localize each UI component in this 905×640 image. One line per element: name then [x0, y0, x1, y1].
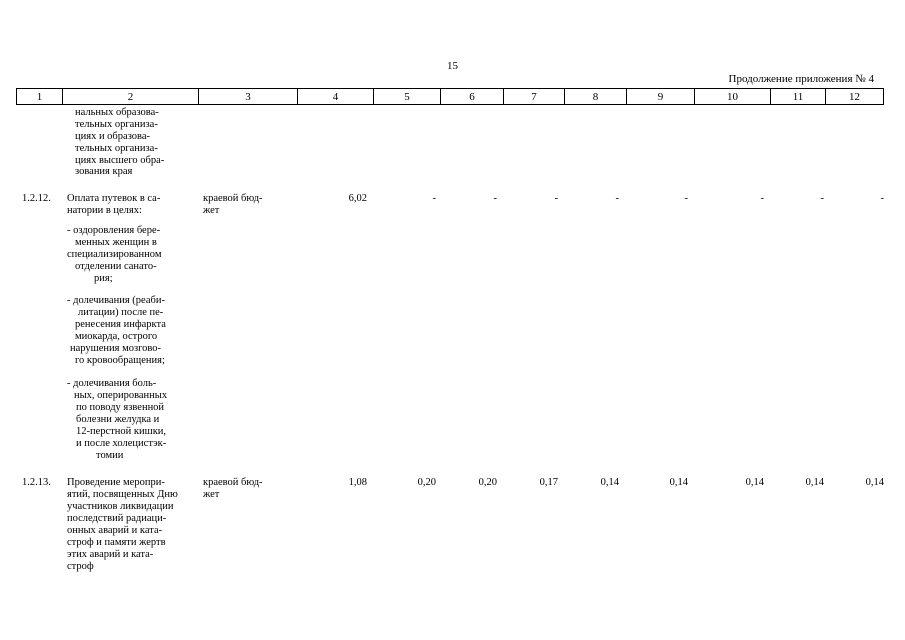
row-name-line: онных аварий и ката-: [67, 525, 163, 536]
row-name-line: Оплата путевок в са-: [67, 193, 161, 204]
value-col-9: -: [684, 193, 688, 204]
value-col-10: -: [760, 193, 764, 204]
budget-source-line: жет: [203, 489, 220, 500]
subitem-line: ренесения инфаркта: [75, 319, 166, 330]
column-header-table: [16, 88, 884, 105]
carryover-line: циях высшего обра-: [75, 155, 165, 166]
col-header-9: 9: [627, 89, 695, 105]
row-number: 1.2.13.: [22, 477, 51, 488]
value-col-8: -: [615, 193, 619, 204]
subitem-line: ных, оперированных: [74, 390, 168, 401]
carryover-line: тельных организа-: [75, 119, 158, 130]
carryover-line: циях и образова-: [75, 131, 151, 142]
subitem-line: го кровообращения;: [75, 355, 165, 366]
col-header-8: 8: [565, 89, 627, 105]
col-header-10: 10: [695, 89, 771, 105]
carryover-line: нальных образова-: [75, 107, 159, 118]
subitem-line: томии: [96, 450, 124, 461]
subitem-line: - долечивания (реаби-: [67, 295, 165, 306]
value-col-10: 0,14: [745, 477, 764, 488]
value-col-4: 6,02: [348, 193, 367, 204]
page-number: 15: [447, 60, 458, 72]
row-number: 1.2.12.: [22, 193, 51, 204]
value-col-12: -: [880, 193, 884, 204]
value-col-12: 0,14: [865, 477, 884, 488]
col-header-4: 4: [298, 89, 374, 105]
budget-source-line: краевой бюд-: [203, 477, 263, 488]
subitem-line: 12-перстной кишки,: [76, 426, 167, 437]
row-name-line: строф и памяти жертв: [67, 537, 166, 548]
value-col-5: 0,20: [417, 477, 436, 488]
subitem-line: специализированном: [67, 249, 162, 260]
row-name-line: ятий, посвященных Дню: [67, 489, 178, 500]
col-header-7: 7: [504, 89, 565, 105]
subitem-line: и после холецистэк-: [76, 438, 167, 449]
value-col-7: 0,17: [539, 477, 558, 488]
carryover-line: зования края: [75, 166, 133, 177]
continuation-label: Продолжение приложения № 4: [728, 73, 874, 85]
subitem-line: болезни желудка и: [76, 414, 160, 425]
col-header-6: 6: [441, 89, 504, 105]
col-header-11: 11: [771, 89, 826, 105]
value-col-11: 0,14: [805, 477, 824, 488]
subitem-line: - оздоровления бере-: [67, 225, 161, 236]
value-col-7: -: [554, 193, 558, 204]
column-header-row: [17, 89, 884, 105]
subitem-line: миокарда, острого: [75, 331, 158, 342]
col-header-1: 1: [17, 89, 63, 105]
subitem-line: нарушения мозгово-: [70, 343, 162, 354]
value-col-8: 0,14: [600, 477, 619, 488]
subitem-line: рия;: [94, 273, 113, 284]
col-header-12: 12: [826, 89, 884, 105]
subitem-line: отделении санато-: [75, 261, 157, 272]
subitem-line: литации) после пе-: [78, 307, 164, 318]
value-col-5: -: [432, 193, 436, 204]
row-name-line: последствий радиаци-: [67, 513, 167, 524]
value-col-6: 0,20: [478, 477, 497, 488]
row-name-line: натории в целях:: [67, 205, 142, 216]
value-col-4: 1,08: [348, 477, 367, 488]
row-name-line: Проведение меропри-: [67, 477, 165, 488]
col-header-2: 2: [63, 89, 199, 105]
row-name-line: этих аварий и ката-: [67, 549, 154, 560]
row-name-line: строф: [67, 561, 94, 572]
col-header-3: 3: [199, 89, 298, 105]
value-col-6: -: [493, 193, 497, 204]
subitem-line: менных женщин в: [75, 237, 157, 248]
subitem-line: по поводу язвенной: [76, 402, 165, 413]
value-col-11: -: [820, 193, 824, 204]
budget-source-line: жет: [203, 205, 220, 216]
carryover-line: тельных организа-: [75, 143, 158, 154]
subitem-line: - долечивания боль-: [67, 378, 157, 389]
row-name-line: участников ликвидации: [67, 501, 174, 512]
budget-source-line: краевой бюд-: [203, 193, 263, 204]
value-col-9: 0,14: [669, 477, 688, 488]
col-header-5: 5: [374, 89, 441, 105]
